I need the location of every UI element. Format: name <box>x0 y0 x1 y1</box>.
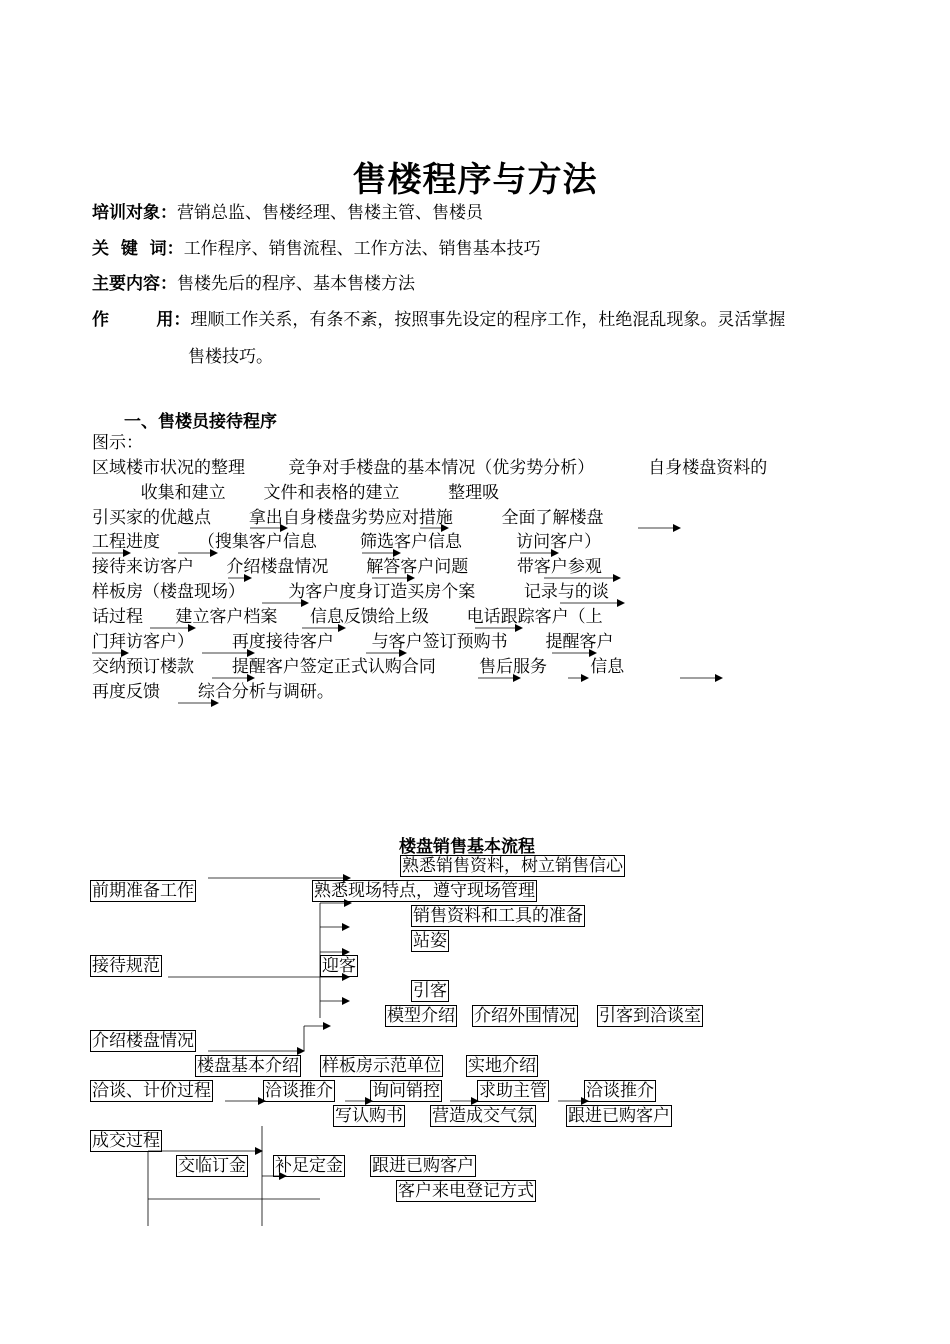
meta-label: 培训对象： <box>92 203 177 223</box>
flow-box-intro-3: 实地介绍 <box>468 1056 536 1076</box>
flow-box-negotiation-sub-3: 跟进已购客户 <box>568 1106 670 1126</box>
section-heading: 一、售楼员接待程序 <box>124 412 277 432</box>
meta-value: 理顺工作关系，有条不紊，按照事先设定的程序工作，杜绝混乱现象。灵活掌握 <box>190 310 786 330</box>
flow-line-5: 接待来访客户 介绍楼盘情况 解答客户问题 带客户参观 <box>92 557 602 577</box>
flow-box-negotiation-sub-1: 写认购书 <box>335 1106 403 1126</box>
flow-box-stage-prep: 前期准备工作 <box>92 881 194 901</box>
meta-label: 主要内容： <box>92 274 177 294</box>
meta-label: 作 用： <box>92 310 191 330</box>
meta-purpose-cont: 售楼技巧。 <box>188 347 273 367</box>
meta-value: 售楼先后的程序、基本售楼方法 <box>177 274 415 294</box>
flow-box-stage-negotiation: 洽谈、计价过程 <box>92 1081 211 1101</box>
flow-line-4: 工程进度 （搜集客户信息 筛选客户信息 访问客户） <box>92 532 602 552</box>
flow-box-prep-3: 销售资料和工具的准备 <box>413 906 583 926</box>
diagram-label: 图示： <box>92 433 143 453</box>
flow-box-negotiation-sub-2: 营造成交气氛 <box>432 1106 534 1126</box>
flow-box-guide-1: 模型介绍 <box>387 1006 455 1026</box>
flow-line-8: 门拜访客户） 再度接待客户 与客户签订预购书 提醒客户 <box>92 632 614 652</box>
flow-box-deal-1: 交临订金 <box>178 1156 246 1176</box>
flow-box-guide-2: 介绍外围情况 <box>474 1006 576 1026</box>
meta-label: 关 键 词： <box>92 239 184 259</box>
flow-line-1: 区域楼市状况的整理 竞争对手楼盘的基本情况（优劣势分析） 自身楼盘资料的 <box>92 458 768 478</box>
flow-box-negotiation-4: 洽谈推介 <box>586 1081 654 1101</box>
flow-box-negotiation-2: 询问销控 <box>372 1081 440 1101</box>
flow-box-stage-intro: 介绍楼盘情况 <box>92 1031 194 1051</box>
meta-value: 营销总监、售楼经理、售楼主管、售楼员 <box>177 203 483 223</box>
flow-box-intro-1: 楼盘基本介绍 <box>197 1056 299 1076</box>
flow-line-2: 收集和建立 文件和表格的建立 整理吸 <box>92 483 500 503</box>
flow-box-prep-2: 熟悉现场特点，遵守现场管理 <box>314 881 535 901</box>
flow-box-deal-3: 跟进已购客户 <box>372 1156 474 1176</box>
flow-line-7: 话过程 建立客户档案 信息反馈给上级 电话跟踪客户（上 <box>92 607 603 627</box>
flow-box-reception-2: 引客 <box>413 981 447 1001</box>
flow-line-3: 引买家的优越点 拿出自身楼盘劣势应对措施 全面了解楼盘 <box>92 508 604 528</box>
flow-box-prep-1: 熟悉销售资料，树立销售信心 <box>402 856 623 876</box>
page-title: 售楼程序与方法 <box>352 160 598 200</box>
meta-value: 工作程序、销售流程、工作方法、销售基本技巧 <box>183 239 541 259</box>
flow-box-prep-4: 站姿 <box>413 931 447 951</box>
flow-box-reception-1: 迎客 <box>322 956 356 976</box>
flow-box-stage-reception: 接待规范 <box>92 956 160 976</box>
flow-box-negotiation-3: 求助主管 <box>479 1081 547 1101</box>
flow-box-guide-3: 引客到洽谈室 <box>599 1006 701 1026</box>
flow-box-negotiation-1: 洽谈推介 <box>265 1081 333 1101</box>
flow-box-intro-2: 样板房示范单位 <box>322 1056 441 1076</box>
flow-box-deal-2: 补足定金 <box>275 1156 343 1176</box>
flow-line-9: 交纳预订楼款 提醒客户签定正式认购合同 售后服务 信息 <box>92 657 625 677</box>
flowchart-title: 楼盘销售基本流程 <box>399 837 535 857</box>
flow-line-6: 样板房（楼盘现场） 为客户度身订造买房个案 记录与的谈 <box>92 582 609 602</box>
flow-box-deal-sub-1: 客户来电登记方式 <box>398 1181 534 1201</box>
flow-line-10: 再度反馈 综合分析与调研。 <box>92 682 334 702</box>
flow-box-stage-deal: 成交过程 <box>92 1131 160 1151</box>
